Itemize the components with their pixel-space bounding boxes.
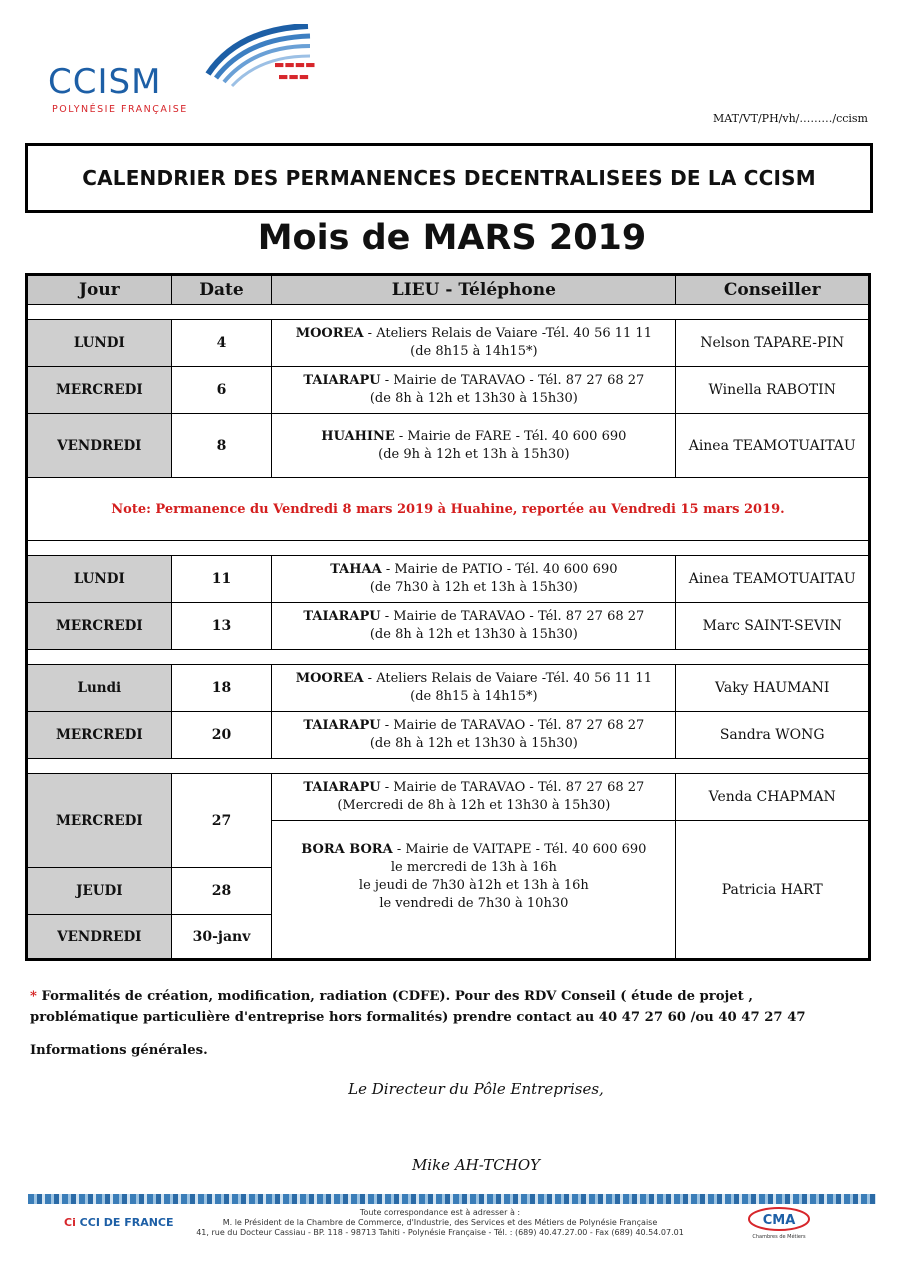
table-row (27, 774, 870, 821)
date-cell: 20 (171, 712, 272, 759)
cci-france-mark: Ci (64, 1216, 76, 1229)
place-hours: le jeudi de 7h30 à12h et 13h à 16h (358, 878, 589, 893)
table-row (27, 556, 870, 603)
spacer-row (27, 305, 870, 320)
advisor-cell: Ainea TEAMOTUAITAU (676, 414, 870, 478)
date-cell: 4 (171, 320, 272, 367)
general-info: Informations générales. (30, 1043, 208, 1058)
place-cell (272, 556, 676, 603)
place-hours: le mercredi de 13h à 16h (390, 860, 557, 875)
place-hours: (de 8h15 à 14h15*) (410, 344, 538, 359)
date-cell: 28 (171, 868, 272, 915)
note-row (27, 478, 870, 541)
ccism-logo (48, 24, 318, 120)
place-name: BORA BORA (301, 842, 393, 857)
address-line: M. le Président de la Chambre de Commerce, d'Industrie, des Services et des Métiers de Polynésie Française (222, 1218, 658, 1227)
day-cell: LUNDI (27, 320, 172, 367)
advisor-cell: Ainea TEAMOTUAITAU (676, 556, 870, 603)
cma-emblem-icon (744, 1206, 814, 1240)
director-title: Le Directeur du Pôle Entreprises, (348, 1080, 604, 1098)
date-cell: 8 (171, 414, 272, 478)
table-row (27, 665, 870, 712)
day-cell: VENDREDI (27, 414, 172, 478)
place-cell (272, 603, 676, 650)
advisor-cell: Marc SAINT-SEVIN (676, 603, 870, 650)
signer-name: Mike AH-TCHOY (411, 1156, 541, 1174)
table-row (27, 603, 870, 650)
footnote-text: Formalités de création, modification, radiation (CDFE). Pour des RDV Conseil ( étude de projet , problématique particulière d'entreprise hors formalités) prendre contact au 40 47 27 60 /ou 40 47 27 47 (30, 989, 806, 1025)
note-text: Note: Permanence du Vendredi 8 mars 2019 à Huahine, reportée au Vendredi 15 mars 2019. (27, 478, 870, 541)
date-cell: 27 (171, 774, 272, 868)
day-cell: MERCREDI (27, 774, 172, 868)
cma-logo-text: CMA (762, 1213, 796, 1228)
column-header-advisor: Conseiller (676, 275, 870, 305)
column-header-date: Date (171, 275, 272, 305)
advisor-cell: Patricia HART (676, 821, 870, 960)
svg-text:▬▬▬: ▬▬▬ (278, 70, 310, 83)
advisor-cell: Winella RABOTIN (676, 367, 870, 414)
reference-code: MAT/VT/PH/vh/………/ccism (713, 112, 868, 125)
day-cell: MERCREDI (27, 367, 172, 414)
place-hours: (de 8h à 12h et 13h30 à 15h30) (369, 391, 578, 406)
address-line: Toute correspondance est à adresser à : (359, 1208, 521, 1217)
table-row (27, 414, 870, 478)
day-cell: LUNDI (27, 556, 172, 603)
month-heading: Mois de MARS 2019 (257, 218, 647, 258)
place-cell (272, 665, 676, 712)
svg-text:▬▬▬▬: ▬▬▬▬ (274, 58, 316, 71)
place-detail: - Ateliers Relais de Vaiare -Tél. 40 56 11 11 (363, 326, 652, 341)
place-name: HUAHINE (321, 428, 395, 444)
column-header-place: LIEU - Téléphone (272, 275, 676, 305)
day-cell: Lundi (27, 665, 172, 712)
date-cell: 18 (171, 665, 272, 712)
logo-subtitle: POLYNÉSIE FRANÇAISE (52, 104, 188, 115)
document-title: CALENDRIER DES PERMANENCES DECENTRALISEES DE LA CCISM (82, 166, 816, 190)
advisor-cell: Nelson TAPARE-PIN (676, 320, 870, 367)
place-name: TAIARAPU (303, 373, 381, 388)
title-box (25, 143, 873, 213)
column-header-day: Jour (27, 275, 172, 305)
place-cell (272, 774, 676, 821)
spacer-row (27, 541, 870, 556)
place-cell (272, 414, 676, 478)
logo-swoosh-icon (198, 24, 358, 96)
table-row (27, 367, 870, 414)
place-name: TAIARAPU (303, 609, 381, 624)
spacer-row (27, 759, 870, 774)
place-name: TAHAA (330, 562, 382, 577)
place-detail: - Mairie de TARAVAO - Tél. 87 27 68 27 (380, 780, 645, 795)
day-cell: MERCREDI (27, 712, 172, 759)
footnote (30, 986, 860, 1028)
place-name: TAIARAPU (303, 780, 381, 795)
place-hours: le vendredi de 7h30 à 10h30 (379, 896, 569, 911)
cma-logo (744, 1206, 814, 1240)
advisor-cell: Venda CHAPMAN (676, 774, 870, 821)
table-row (27, 320, 870, 367)
cci-france-text: CCI DE FRANCE (75, 1216, 174, 1229)
date-cell: 6 (171, 367, 272, 414)
place-hours: (de 9h à 12h et 13h à 15h30) (378, 446, 570, 462)
place-hours: (de 8h15 à 14h15*) (410, 689, 538, 704)
place-name: MOOREA (295, 671, 364, 686)
spacer-row (27, 650, 870, 665)
place-cell (272, 320, 676, 367)
advisor-cell: Vaky HAUMANI (676, 665, 870, 712)
address-line: 41, rue du Docteur Cassiau - BP. 118 - 98713 Tahiti - Polynésie Française - Tél. : (689) 40.47.27.00 - Fax (689) 40.54.07.01 (196, 1228, 684, 1237)
date-cell: 30-janv (171, 915, 272, 960)
advisor-cell: Sandra WONG (676, 712, 870, 759)
date-cell: 13 (171, 603, 272, 650)
day-cell: VENDREDI (27, 915, 172, 960)
place-cell (272, 712, 676, 759)
place-hours: (de 7h30 à 12h et 13h à 15h30) (369, 580, 578, 595)
place-name: MOOREA (295, 326, 364, 341)
table-row (27, 712, 870, 759)
date-cell: 11 (171, 556, 272, 603)
place-detail: - Mairie de TARAVAO - Tél. 87 27 68 27 (380, 718, 645, 733)
place-hours: (de 8h à 12h et 13h30 à 15h30) (369, 627, 578, 642)
place-cell (272, 367, 676, 414)
table-header-row (27, 275, 870, 305)
place-detail: - Mairie de TARAVAO - Tél. 87 27 68 27 (380, 609, 645, 624)
cma-caption: Chambres de Métiers (752, 1234, 806, 1240)
place-detail: - Ateliers Relais de Vaiare -Tél. 40 56 11 11 (363, 671, 652, 686)
place-detail: - Mairie de VAITAPE - Tél. 40 600 690 (392, 842, 647, 857)
logo-text: CCISM (48, 62, 162, 102)
footnote-star: * (30, 989, 37, 1004)
place-name: TAIARAPU (303, 718, 381, 733)
day-cell: JEUDI (27, 868, 172, 915)
schedule-table (25, 273, 871, 961)
place-cell (272, 821, 676, 960)
place-hours: (Mercredi de 8h à 12h et 13h30 à 15h30) (337, 798, 611, 813)
day-cell: MERCREDI (27, 603, 172, 650)
place-detail: - Mairie de PATIO - Tél. 40 600 690 (381, 562, 618, 577)
place-detail: - Mairie de FARE - Tél. 40 600 690 (394, 428, 627, 444)
place-hours: (de 8h à 12h et 13h30 à 15h30) (369, 736, 578, 751)
footer-band (28, 1194, 876, 1204)
place-detail: - Mairie de TARAVAO - Tél. 87 27 68 27 (380, 373, 645, 388)
footer-address (150, 1208, 730, 1238)
